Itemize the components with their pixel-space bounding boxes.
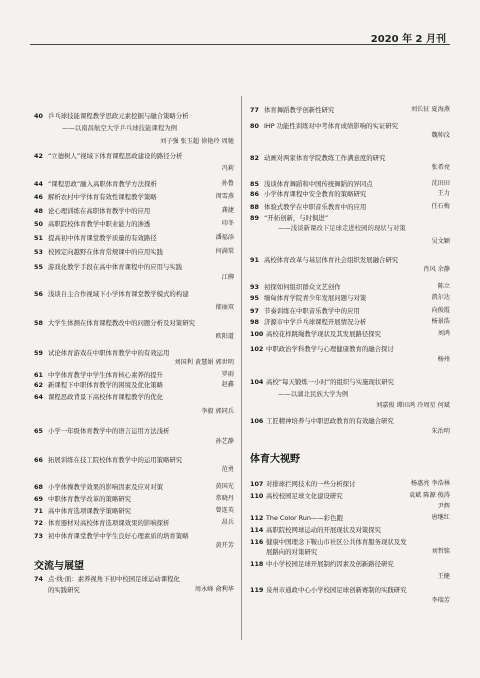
toc-entry [250, 122, 450, 131]
entry-number: 85 [250, 180, 259, 188]
column-divider [241, 96, 242, 640]
toc-entry [250, 586, 450, 595]
toc-entry [34, 124, 234, 133]
entry-number: 106 [250, 417, 264, 425]
entry-author: 江柳 [221, 274, 234, 281]
entry-author: 朱治明 [431, 428, 450, 435]
entry-number: 107 [250, 480, 264, 488]
toc-entry [34, 180, 234, 189]
entry-author: 印冬 [221, 220, 234, 227]
section-title: 交流与展望 [34, 561, 84, 572]
entry-author: 曾连英 [215, 507, 234, 514]
toc-entry [34, 304, 234, 313]
entry-title: “课程思政”融入高职体育教学方法探析 [48, 180, 157, 188]
entry-author: 郁丽双 [215, 304, 234, 311]
entry-author: 杨景浩 [431, 318, 450, 325]
toc-entry [34, 112, 234, 121]
entry-title: 中小学校园足球开展制约因素及创新路径研究 [266, 560, 394, 568]
entry-author: 常晓丹 [215, 495, 234, 502]
entry-author: 昂兵 [221, 519, 234, 526]
entry-author: 龚捷 [221, 207, 234, 214]
entry-title: 体育器材对高校体育选项课效果的影响探析 [48, 519, 170, 527]
entry-number: 93 [250, 283, 259, 291]
toc-entry [250, 548, 450, 557]
entry-author: 魏帅汶 [431, 132, 450, 139]
entry-title: 课程思政背景下高校体育课程教学的优化 [48, 393, 164, 401]
entry-number: 61 [34, 371, 43, 379]
entry-number: 95 [250, 294, 259, 302]
toc-entry [250, 307, 450, 316]
toc-entry [250, 132, 450, 141]
toc-entry [34, 274, 234, 283]
entry-title: 浅谈自主合作视域下小学体育课堂教学模式的构建 [48, 290, 189, 298]
toc-entry [34, 371, 234, 380]
entry-number: 77 [250, 106, 259, 114]
entry-author: 刘嘉俊 谭田鸿 冷周星 何斌 [376, 402, 450, 409]
entry-title: 中学体育教学中学生体育核心素养的提升 [48, 371, 164, 379]
toc-entry [34, 483, 234, 492]
toc-entry [250, 224, 450, 233]
entry-author: 潘福添 [215, 234, 234, 241]
entry-author: 黄国光 [215, 483, 234, 490]
entry-author: 陈立 [437, 283, 450, 290]
toc-entry [34, 220, 234, 229]
toc-entry [34, 381, 234, 390]
entry-title: IHP 功能性训练对中考体育成绩影响的实证研究 [264, 122, 398, 130]
toc-entry [34, 438, 234, 447]
toc-entry [34, 427, 234, 436]
toc-entry [250, 294, 450, 303]
toc-entry [250, 154, 450, 163]
entry-title: 校园定向越野在体育常规课中的应用实践 [48, 248, 164, 256]
toc-entry [34, 248, 234, 257]
toc-entry [34, 393, 234, 402]
toc-entry [34, 138, 234, 147]
toc-entry [34, 507, 234, 516]
entry-number: 48 [34, 207, 43, 215]
entry-title: 小学一年级体育教学中的语言运用方法浅析 [48, 427, 170, 435]
section-title: 体育大视野 [250, 454, 300, 465]
issue-label: 2020 年 2 月刊 [370, 34, 446, 45]
entry-number: 46 [34, 193, 43, 201]
toc-entry [250, 492, 450, 501]
toc-entry [250, 526, 450, 535]
entry-subtitle: ——以南昌航空大学乒乓球技能课程为例 [62, 124, 178, 132]
entry-number: 59 [34, 349, 43, 357]
entry-title: 高校校园足球文化建设研究 [266, 492, 343, 500]
toc-entry [250, 180, 450, 189]
entry-author: 何满棠 [215, 248, 234, 255]
entry-number: 53 [34, 248, 43, 256]
entry-title: 高校体育改革与基层体育社会组织发展融合研究 [264, 256, 399, 264]
toc-entry [250, 256, 450, 265]
toc-entry [34, 263, 234, 272]
entry-title: 体育舞蹈教学创新性研究 [264, 106, 335, 114]
entry-author: 向俊霞 [431, 307, 450, 314]
entry-number: 88 [250, 203, 259, 211]
toc-entry [250, 238, 450, 247]
entry-number: 98 [250, 318, 259, 326]
entry-number: 62 [34, 381, 43, 389]
entry-title: 试论体育游戏在中职体育教学中的有效运用 [48, 349, 170, 357]
entry-author: 杨州 [437, 356, 450, 363]
entry-author: 李瑞芳 [431, 597, 450, 604]
entry-title: 济源市中学乒乓球课程开展情况分析 [264, 318, 367, 326]
entry-title: 点·线·面：素养视角下初中校园足球运动课程化 [48, 575, 180, 583]
entry-number: 44 [34, 180, 43, 188]
entry-author: 罗雨 [221, 371, 234, 378]
toc-entry [250, 214, 450, 223]
toc-entry [250, 203, 450, 212]
entry-number: 112 [250, 514, 264, 522]
toc-entry [250, 538, 450, 547]
toc-entry [34, 575, 234, 584]
entry-title: 的实践研究 [48, 586, 80, 594]
entry-number: 40 [34, 112, 43, 120]
entry-number: 64 [34, 393, 43, 401]
entry-title: “开拓创新，与时俱进” [264, 214, 329, 222]
entry-number: 91 [250, 256, 259, 264]
entry-author: 任石梅 [431, 203, 450, 210]
toc-entry [34, 586, 234, 595]
entry-author: 肖风 余静 [423, 266, 450, 273]
toc-entry [34, 519, 234, 528]
entry-author: 闵雪燕 [215, 193, 234, 200]
entry-number: 114 [250, 526, 264, 534]
toc-entry [250, 417, 450, 426]
entry-author: 王健 [437, 573, 450, 580]
entry-author: 凯尔达 [431, 294, 450, 301]
toc-entry [250, 164, 450, 173]
entry-title: 小学体育课程中安全教育的策略研究 [264, 190, 367, 198]
entry-author: 张希亮 [431, 164, 450, 171]
entry-number: 58 [34, 319, 43, 327]
entry-title: 高职院校网球运动的开展现状及对策探究 [266, 526, 382, 534]
entry-number: 100 [250, 330, 264, 338]
entry-number: 65 [34, 427, 43, 435]
toc-entry [250, 597, 450, 606]
entry-title: 论心理训练在高职体育教学中的应用 [48, 207, 151, 215]
entry-author: 孙鲁 [221, 180, 234, 187]
toc-entry [250, 560, 450, 569]
entry-number: 118 [250, 560, 264, 568]
entry-title: 体验式教学在中职音乐教育中的应用 [264, 203, 367, 211]
entry-number: 89 [250, 214, 259, 222]
entry-author: 杨惠亮 李浩林 [410, 480, 450, 487]
toc-entry [34, 466, 234, 475]
entry-author: 吴文颖 [431, 238, 450, 245]
entry-title: 游戏化教学手段在高中体育课程中的应用与实践 [48, 263, 183, 271]
toc-entry [34, 359, 234, 368]
entry-number: 86 [250, 190, 259, 198]
entry-number: 110 [250, 492, 264, 500]
toc-entry [34, 193, 234, 202]
entry-author: 尹辉 [437, 503, 450, 510]
entry-title: 小学体操教学效果的影响因素及应对对策 [48, 483, 164, 491]
entry-number: 73 [34, 532, 43, 540]
entry-title: 解析农村中学体育有效性课程教学策略 [48, 193, 157, 201]
entry-author: 袁斌 陈源 俊涛 [408, 492, 450, 499]
entry-author: 刘子强 张玉超 徐艳玲 周驰 [160, 138, 234, 145]
entry-title: 工匠精神培养与中职思政教育的有效融合研究 [266, 417, 394, 425]
toc-entry [34, 532, 234, 541]
entry-title: The Color Run——彩色跑 [266, 514, 343, 522]
entry-title: 动画对两家体育学院教练工作满意度的研究 [264, 154, 386, 162]
entry-number: 68 [34, 483, 43, 491]
toc-entry [250, 390, 450, 399]
entry-number: 72 [34, 519, 43, 527]
entry-title: 中职体育教学改革的策略研究 [48, 495, 132, 503]
entry-title: 大学生体测在体育课程教改中的问题分析及对策研究 [48, 319, 195, 327]
toc-entry [34, 456, 234, 465]
entry-author: 孙艺静 [215, 438, 234, 445]
entry-number: 104 [250, 378, 264, 386]
entry-number: 56 [34, 290, 43, 298]
toc-entry [250, 514, 450, 523]
entry-author: 欧阳道 [215, 333, 234, 340]
toc-entry [250, 573, 450, 582]
toc-entry [34, 349, 234, 358]
toc-entry [34, 542, 234, 551]
entry-title: 高职院校体育教学中职业能力的渗透 [48, 220, 151, 228]
toc-entry [250, 356, 450, 365]
entry-author: 刘哲铭 [431, 548, 450, 555]
toc-entry [34, 408, 234, 417]
entry-author: 沈田田 [431, 180, 450, 187]
entry-author: 周永峰 俞利华 [194, 586, 234, 593]
entry-author: 刘国利 黄慧娟 郭世明 [174, 359, 234, 366]
entry-title: 缅甸体育学院青少年发展问题与对策 [264, 294, 367, 302]
entry-title: 高校“每天锻炼一小时”的组织与实施现状研究 [266, 378, 395, 386]
entry-author: 唐继红 [431, 514, 450, 521]
entry-number: 55 [34, 263, 43, 271]
toc-entry [250, 402, 450, 411]
entry-title: 高中体育选项课教学策略研究 [48, 507, 132, 515]
entry-title: 对排球拦网技术的一些分析探讨 [266, 480, 356, 488]
entry-number: 116 [250, 538, 264, 546]
header-rule [30, 44, 450, 45]
entry-title: 乒乓球技能课程教学思政元素挖掘与融合策略分析 [48, 112, 189, 120]
entry-title: 节奏训练在中职音乐教学中的应用 [264, 307, 360, 315]
entry-title: 提高初中体育课堂教学质量的有效路径 [48, 234, 157, 242]
entry-author: 王力 [437, 190, 450, 197]
toc-entry [34, 319, 234, 328]
entry-number: 66 [34, 456, 43, 464]
entry-title: 泉州市通政中心小学校园足球创新赛制的实践研究 [266, 586, 407, 594]
entry-number: 71 [34, 507, 43, 515]
toc-entry [250, 428, 450, 437]
entry-title: 展路向的对策研究 [266, 548, 318, 556]
entry-author: 李毅 郭同兵 [201, 408, 234, 415]
entry-title: 高校花样跳绳教学现状及其发展路径探究 [266, 330, 382, 338]
entry-title: 健康中国理念下鞍山市社区公共体育服务现状及发 [266, 538, 407, 546]
toc-entry [34, 165, 234, 174]
entry-author: 黄开芳 [215, 542, 234, 549]
toc-entry [250, 345, 450, 354]
entry-author: 冯莉 [221, 165, 234, 172]
entry-number: 69 [34, 495, 43, 503]
entry-title: 初探如何组织群众文艺创作 [264, 283, 341, 291]
entry-number: 82 [250, 154, 259, 162]
entry-number: 80 [250, 122, 259, 130]
toc-entry [250, 378, 450, 387]
toc-entry [250, 266, 450, 275]
entry-author: 刘长征 夏海燕 [410, 106, 450, 113]
toc-entry [34, 333, 234, 342]
entry-number: 50 [34, 220, 43, 228]
entry-title: “立德树人”视域下体育课程思政建设的路径分析 [48, 152, 183, 160]
toc-entry [34, 152, 234, 161]
entry-number: 74 [34, 575, 43, 583]
entry-author: 赵鑫 [221, 381, 234, 388]
entry-number: 102 [250, 345, 264, 353]
entry-number: 119 [250, 586, 264, 594]
entry-author: 范勇 [221, 466, 234, 473]
entry-title: 初中体育课堂教学中学生良好心理素质的培育策略 [48, 532, 189, 540]
entry-number: 97 [250, 307, 259, 315]
toc-entry [250, 283, 450, 292]
toc-entry [250, 318, 450, 327]
entry-number: 42 [34, 152, 43, 160]
entry-title: 拓展训练在技工院校体育教学中的运用策略研究 [48, 456, 183, 464]
entry-title: 新课程下中职体育教学的困境及优化策略 [48, 381, 164, 389]
toc-entry [34, 290, 234, 299]
toc-entry [34, 234, 234, 243]
toc-entry [250, 480, 450, 489]
entry-number: 51 [34, 234, 43, 242]
entry-title: 浅谈体育舞蹈和中国传统舞蹈的异同点 [264, 180, 373, 188]
toc-entry [250, 503, 450, 512]
entry-title: 中职政治学科教学与心理健康教育的融合探讨 [266, 345, 394, 353]
toc-entry [34, 207, 234, 216]
entry-author: 刘鸿 [437, 330, 450, 337]
entry-subtitle: ——浅谈新课改下足球走进校园的现状与对策 [278, 224, 406, 232]
toc-entry [34, 495, 234, 504]
toc-entry [250, 190, 450, 199]
toc-entry [250, 106, 450, 115]
entry-subtitle: ——以湖北民族大学为例 [278, 390, 349, 398]
toc-entry [250, 330, 450, 339]
